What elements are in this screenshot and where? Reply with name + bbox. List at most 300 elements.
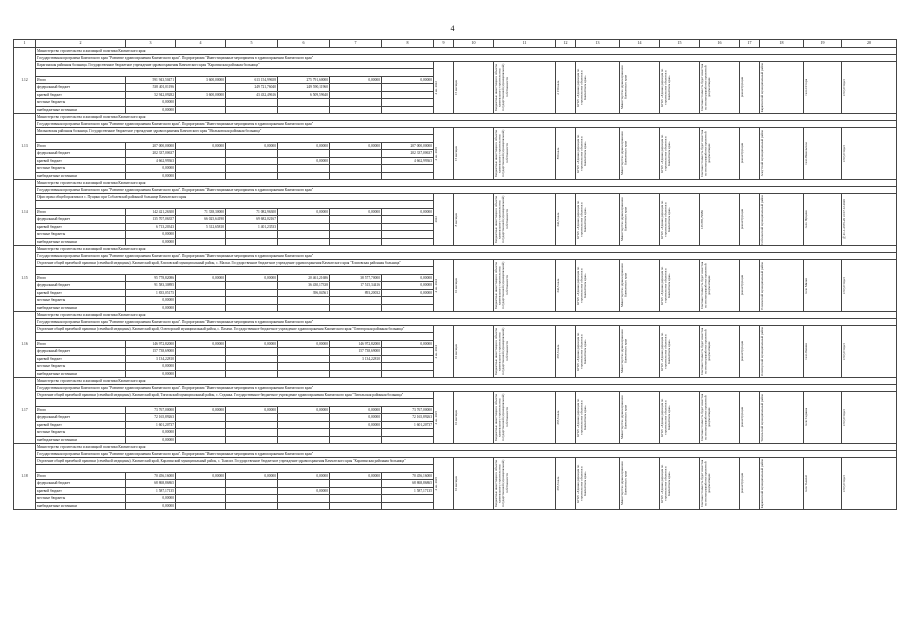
field-settlement bbox=[804, 194, 842, 246]
field-months-text: 10 месяцев bbox=[454, 277, 458, 293]
field-capacity-text: 342,5 кв.м. bbox=[556, 212, 560, 227]
finance-source-label: местные бюджеты bbox=[36, 429, 126, 437]
field-operator bbox=[660, 62, 700, 114]
finance-value bbox=[226, 150, 278, 158]
field-date-text: 4 кв. 2022 bbox=[434, 80, 438, 95]
field-district-text: Карагинский муниципальный район bbox=[760, 62, 764, 113]
object-row bbox=[14, 260, 897, 267]
finance-value: 0,00000 bbox=[126, 502, 176, 510]
finance-value: 0,00000 bbox=[278, 406, 330, 414]
program-name: Государственная программа Камчатского края "Развитие здравоохранения Камчатского края". Подпрограмма "Инвестиционные мероприятия в здравоохранении Камчатского края" bbox=[36, 451, 897, 458]
field-cost-note-text: Сметная стоимость будет известна по итогам разработки проектной документации bbox=[700, 459, 712, 508]
field-stage-text: реконструкция bbox=[740, 341, 744, 362]
field-grbs-text: Министерство здравоохранения Камчатского края bbox=[620, 461, 628, 506]
finance-value: 36 430,17338 bbox=[278, 282, 330, 290]
finance-value: 70 456,16000 bbox=[382, 472, 434, 480]
column-number: 15 bbox=[660, 40, 700, 48]
field-district bbox=[760, 194, 804, 246]
finance-value: 3 600,00000 bbox=[176, 91, 226, 99]
finance-value: 95 778,82086 bbox=[126, 274, 176, 282]
finance-value bbox=[226, 414, 278, 422]
column-number: 14 bbox=[620, 40, 660, 48]
finance-value: 275 791,60000 bbox=[278, 76, 330, 84]
field-status-text: №41-1-2676-20 от 07.12.2020 bbox=[842, 199, 846, 240]
finance-source-label: федеральный бюджет bbox=[36, 84, 126, 92]
finance-value: 0,00000 bbox=[176, 340, 226, 348]
field-cost-note bbox=[700, 260, 740, 312]
field-cost-note bbox=[700, 326, 740, 378]
finance-value: 69 682,02167 bbox=[226, 216, 278, 224]
finance-value: 0,00000 bbox=[126, 99, 176, 107]
field-settlement bbox=[804, 392, 842, 444]
finance-value: 71 082,96300 bbox=[226, 208, 278, 216]
field-status bbox=[842, 392, 897, 444]
finance-value: 0,00000 bbox=[176, 274, 226, 282]
field-settlement-text: село Седанка bbox=[804, 408, 808, 427]
row-number: 1.15 bbox=[14, 246, 36, 312]
field-stage bbox=[740, 128, 760, 180]
finance-value: 17 515,34416 bbox=[330, 282, 382, 290]
finance-source-label: федеральный бюджет bbox=[36, 348, 126, 356]
finance-value: 0,00000 bbox=[278, 157, 330, 165]
finance-value bbox=[382, 91, 434, 99]
field-date bbox=[434, 194, 454, 246]
field-stage-text: реконструкция bbox=[740, 473, 744, 494]
field-months bbox=[454, 326, 494, 378]
finance-source-label: краевой бюджет bbox=[36, 421, 126, 429]
finance-value bbox=[278, 502, 330, 510]
column-number: 20 bbox=[842, 40, 897, 48]
object-name: Отделение общей врачебной практики (семейной медицины). Камчатский край, Олюторский муниципальный район, с. Пахачи. Государственное бюджетное учреждение здравоохранения Камчатского края "Олюторская районная больница" bbox=[36, 326, 434, 333]
column-number: 19 bbox=[804, 40, 842, 48]
finance-value: 0,00000 bbox=[278, 472, 330, 480]
finance-source-label: федеральный бюджет bbox=[36, 282, 126, 290]
finance-value: 0,00000 bbox=[226, 406, 278, 414]
field-cost-note bbox=[700, 194, 740, 246]
program-row bbox=[14, 319, 897, 326]
row-number: 1.13 bbox=[14, 114, 36, 180]
field-purpose bbox=[494, 62, 556, 114]
finance-value bbox=[278, 297, 330, 305]
finance-value bbox=[382, 363, 434, 371]
object-spacer bbox=[36, 333, 434, 341]
field-grbs-text: Министерство здравоохранения Камчатского края bbox=[620, 263, 628, 308]
finance-value bbox=[382, 502, 434, 510]
ministry-row bbox=[14, 48, 897, 55]
finance-value bbox=[330, 91, 382, 99]
finance-value: 202 337,00637 bbox=[382, 150, 434, 158]
finance-value: 0,00000 bbox=[382, 289, 434, 297]
finance-value: 0,00000 bbox=[126, 436, 176, 444]
field-purpose-text: Бюджетные инвестиции в объекты капитального строительства государственной (муниципальной) собственности bbox=[494, 393, 509, 442]
program-row bbox=[14, 121, 897, 128]
finance-value bbox=[176, 231, 226, 239]
finance-source-label: краевой бюджет bbox=[36, 91, 126, 99]
finance-source-label: краевой бюджет bbox=[36, 223, 126, 231]
finance-value bbox=[382, 436, 434, 444]
finance-value bbox=[176, 363, 226, 371]
field-operator bbox=[660, 260, 700, 312]
object-name: Карагинская районная больница. Государственное бюджетное учреждение здравоохранения Камчатского края "Карагинская районная больница" bbox=[36, 62, 434, 69]
column-number: 4 bbox=[176, 40, 226, 48]
finance-source-label: местные бюджеты bbox=[36, 495, 126, 503]
finance-value: 249 590,11960 bbox=[278, 84, 330, 92]
finance-value bbox=[278, 480, 330, 488]
finance-value bbox=[176, 495, 226, 503]
finance-source-label: Итого bbox=[36, 142, 126, 150]
finance-value: 135 707,06357 bbox=[126, 216, 176, 224]
field-date bbox=[434, 392, 454, 444]
finance-value: 71 338,30000 bbox=[176, 208, 226, 216]
field-purpose-text: Бюджетные инвестиции в объекты капитального строительства государственной (муниципальной) собственности bbox=[494, 327, 509, 376]
field-grbs bbox=[620, 392, 660, 444]
finance-value: 142 421,26300 bbox=[126, 208, 176, 216]
finance-source-label: федеральный бюджет bbox=[36, 216, 126, 224]
finance-value bbox=[176, 150, 226, 158]
finance-value bbox=[330, 436, 382, 444]
finance-value bbox=[330, 370, 382, 378]
finance-value: 0,00000 bbox=[126, 429, 176, 437]
field-operator bbox=[660, 326, 700, 378]
field-grbs bbox=[620, 194, 660, 246]
field-capacity bbox=[556, 62, 576, 114]
ministry-row bbox=[14, 312, 897, 319]
program-row bbox=[14, 385, 897, 392]
finance-value bbox=[278, 429, 330, 437]
finance-value: 68 868,86865 bbox=[126, 480, 176, 488]
program-name: Государственная программа Камчатского края "Развитие здравоохранения Камчатского края". Подпрограмма "Инвестиционные мероприятия в здравоохранении Камчатского края" bbox=[36, 187, 897, 194]
field-date bbox=[434, 326, 454, 378]
field-district bbox=[760, 62, 804, 114]
field-purpose-text: Бюджетные инвестиции в объекты капитального строительства государственной (муниципальной) собственности bbox=[494, 459, 509, 508]
field-purpose-text: Бюджетные инвестиции в объекты капитального строительства государственной (муниципальной) собственности bbox=[494, 129, 509, 178]
finance-value: 1 587,17135 bbox=[382, 487, 434, 495]
field-status bbox=[842, 326, 897, 378]
finance-value: 38 577,70000 bbox=[330, 274, 382, 282]
field-settlement-text: село Пахачи bbox=[804, 343, 808, 360]
field-purpose-text: Бюджетные инвестиции в объекты капитального строительства государственной (муниципальной) собственности bbox=[494, 63, 509, 112]
finance-value bbox=[226, 421, 278, 429]
finance-source-label: внебюджетные источники bbox=[36, 238, 126, 246]
finance-source-label: местные бюджеты bbox=[36, 165, 126, 173]
field-operator bbox=[660, 392, 700, 444]
finance-value bbox=[226, 238, 278, 246]
field-settlement bbox=[804, 326, 842, 378]
finance-value bbox=[278, 172, 330, 180]
field-settlement-text: село Оссора bbox=[804, 79, 808, 96]
finance-value bbox=[330, 429, 382, 437]
finance-value: 202 337,00637 bbox=[126, 150, 176, 158]
finance-value: 43 432,49616 bbox=[226, 91, 278, 99]
field-operator bbox=[660, 458, 700, 510]
row-number: 1.14 bbox=[14, 180, 36, 246]
field-status bbox=[842, 62, 897, 114]
finance-source-label: внебюджетные источники bbox=[36, 172, 126, 180]
field-capacity bbox=[556, 128, 576, 180]
column-number: 16 bbox=[700, 40, 740, 48]
finance-value bbox=[176, 297, 226, 305]
field-operator-text: КГКУ «Единая дирекция по строительству объектов в Камчатском крае» bbox=[660, 68, 672, 107]
program-row bbox=[14, 253, 897, 260]
finance-value bbox=[176, 487, 226, 495]
field-cost-note bbox=[700, 62, 740, 114]
field-date-text: 4 кв. 2024 bbox=[434, 278, 438, 293]
object-spacer bbox=[36, 399, 434, 407]
finance-value: 73 767,00000 bbox=[382, 406, 434, 414]
field-grbs-text: Министерство здравоохранения Камчатского края bbox=[620, 131, 628, 176]
field-customer bbox=[576, 128, 620, 180]
column-number: 6 bbox=[278, 40, 330, 48]
finance-value bbox=[330, 297, 382, 305]
finance-value bbox=[226, 363, 278, 371]
field-operator-text: КГКУ «Единая дирекция по строительству объектов в Камчатском крае» bbox=[660, 134, 672, 173]
field-grbs-text: Министерство здравоохранения Камчатского края bbox=[620, 197, 628, 242]
field-customer bbox=[576, 62, 620, 114]
finance-value: 66 025,64190 bbox=[176, 216, 226, 224]
finance-value bbox=[176, 157, 226, 165]
finance-value: 0,00000 bbox=[382, 274, 434, 282]
ministry-name: Министерство строительства и жилищной политики Камчатского края bbox=[36, 180, 897, 187]
finance-source-label: Итого bbox=[36, 472, 126, 480]
finance-value bbox=[226, 370, 278, 378]
finance-value bbox=[278, 436, 330, 444]
field-capacity-text: 850 кв.м. bbox=[556, 147, 560, 160]
object-row bbox=[14, 392, 897, 399]
finance-value bbox=[330, 216, 382, 224]
finance-value: 157 738,69000 bbox=[330, 348, 382, 356]
finance-value bbox=[226, 304, 278, 312]
field-settlement bbox=[804, 260, 842, 312]
field-district bbox=[760, 458, 804, 510]
finance-source-label: местные бюджеты bbox=[36, 363, 126, 371]
field-stage bbox=[740, 194, 760, 246]
program-name: Государственная программа Камчатского края "Развитие здравоохранения Камчатского края". Подпрограмма "Инвестиционные мероприятия в здравоохранении Камчатского края" bbox=[36, 121, 897, 128]
column-number: 7 bbox=[330, 40, 382, 48]
object-spacer bbox=[36, 135, 434, 143]
finance-value bbox=[226, 436, 278, 444]
column-number: 2 bbox=[36, 40, 126, 48]
finance-value: 1 835,05175 bbox=[126, 289, 176, 297]
field-purpose bbox=[494, 260, 556, 312]
finance-value: 0,00000 bbox=[330, 406, 382, 414]
field-date bbox=[434, 62, 454, 114]
field-months bbox=[454, 260, 494, 312]
row-number: 1.12 bbox=[14, 48, 36, 114]
finance-value: 0,00000 bbox=[330, 472, 382, 480]
field-grbs-text: Министерство здравоохранения Камчатского края bbox=[620, 329, 628, 374]
field-district bbox=[760, 326, 804, 378]
finance-value bbox=[382, 99, 434, 107]
finance-value bbox=[330, 165, 382, 173]
column-number: 12 bbox=[556, 40, 576, 48]
finance-value bbox=[278, 238, 330, 246]
finance-value bbox=[382, 348, 434, 356]
field-operator-text: КГКУ «Единая дирекция по строительству объектов в Камчатском крае» bbox=[660, 332, 672, 371]
column-number: 8 bbox=[382, 40, 434, 48]
finance-value bbox=[278, 304, 330, 312]
object-name: Офис врача общей практики в с. Пущино при Соболевской районной больнице Камчатского края bbox=[36, 194, 434, 201]
field-customer-text: КГКУ «Единая дирекция по строительству объектов в Камчатском крае» bbox=[576, 200, 588, 239]
finance-value: 0,00000 bbox=[126, 231, 176, 239]
finance-value: 20 461,21686 bbox=[278, 274, 330, 282]
finance-value bbox=[226, 157, 278, 165]
finance-source-label: внебюджетные источники bbox=[36, 304, 126, 312]
finance-value bbox=[330, 304, 382, 312]
field-grbs bbox=[620, 326, 660, 378]
ministry-row bbox=[14, 444, 897, 451]
finance-value bbox=[278, 355, 330, 363]
finance-value: 157 738,69000 bbox=[126, 348, 176, 356]
object-spacer bbox=[36, 201, 434, 209]
finance-source-label: федеральный бюджет bbox=[36, 150, 126, 158]
finance-value bbox=[226, 502, 278, 510]
finance-value: 3 600,00000 bbox=[176, 76, 226, 84]
field-date-text: 4 кв. 2026 bbox=[434, 476, 438, 491]
finance-value bbox=[382, 106, 434, 114]
field-status-text: Отсутствует bbox=[842, 343, 846, 360]
field-cost-note-text: Сметная стоимость будет известна по итогам разработки проектной документации bbox=[700, 129, 712, 178]
field-grbs bbox=[620, 458, 660, 510]
field-date-text: 2022 bbox=[434, 216, 438, 223]
finance-value bbox=[382, 495, 434, 503]
field-district bbox=[760, 392, 804, 444]
finance-value bbox=[176, 436, 226, 444]
finance-value bbox=[226, 487, 278, 495]
finance-source-label: внебюджетные источники bbox=[36, 502, 126, 510]
field-stage-text: реконструкция bbox=[740, 275, 744, 296]
finance-value: 73 767,00000 bbox=[126, 406, 176, 414]
finance-value: 0,00000 bbox=[126, 165, 176, 173]
finance-value: 6 509,59640 bbox=[278, 91, 330, 99]
finance-value bbox=[382, 429, 434, 437]
field-cost-note-text: 136 885,79980 bbox=[700, 209, 704, 230]
field-stage-text: реконструкция bbox=[740, 209, 744, 230]
program-row bbox=[14, 187, 897, 194]
field-grbs bbox=[620, 260, 660, 312]
finance-value: 72 165,89263 bbox=[126, 414, 176, 422]
field-settlement-text: село Тымлат bbox=[804, 474, 808, 493]
field-months bbox=[454, 458, 494, 510]
ministry-name: Министерство строительства и жилищной политики Камчатского края bbox=[36, 378, 897, 385]
finance-value: 207 000,00000 bbox=[126, 142, 176, 150]
column-number: 13 bbox=[576, 40, 620, 48]
finance-source-label: Итого bbox=[36, 274, 126, 282]
finance-value: 91 583,30895 bbox=[126, 282, 176, 290]
finance-value: 6 713,20343 bbox=[126, 223, 176, 231]
field-customer bbox=[576, 392, 620, 444]
field-purpose bbox=[494, 128, 556, 180]
field-capacity-text: 367,6 кв.м. bbox=[556, 410, 560, 425]
finance-value bbox=[278, 363, 330, 371]
field-status-text: Отсутствует bbox=[842, 277, 846, 294]
finance-value: 0,00000 bbox=[126, 363, 176, 371]
ministry-row bbox=[14, 246, 897, 253]
program-name: Государственная программа Камчатского края "Развитие здравоохранения Камчатского края". Подпрограмма "Инвестиционные мероприятия в здравоохранении Камчатского края" bbox=[36, 319, 897, 326]
field-months-text: 8 месяцев bbox=[454, 212, 458, 227]
finance-value bbox=[330, 150, 382, 158]
field-capacity bbox=[556, 326, 576, 378]
field-operator bbox=[660, 128, 700, 180]
column-number: 3 bbox=[126, 40, 176, 48]
finance-value bbox=[382, 238, 434, 246]
finance-value bbox=[226, 429, 278, 437]
finance-value: 0,00000 bbox=[330, 421, 382, 429]
finance-value: 0,00000 bbox=[330, 414, 382, 422]
ministry-name: Министерство строительства и жилищной политики Камчатского края bbox=[36, 114, 897, 121]
field-capacity-text: 342,5 кв.м. bbox=[556, 278, 560, 293]
row-number: 1.17 bbox=[14, 378, 36, 444]
field-months-text: 10 месяцев bbox=[454, 409, 458, 425]
finance-source-label: местные бюджеты bbox=[36, 99, 126, 107]
field-grbs bbox=[620, 62, 660, 114]
object-row bbox=[14, 194, 897, 201]
field-district-text: Соболевский муниципальный район bbox=[760, 194, 764, 245]
finance-value bbox=[382, 84, 434, 92]
field-stage-text: реконструкция bbox=[740, 77, 744, 98]
field-operator bbox=[660, 194, 700, 246]
finance-value: 0,00000 bbox=[226, 142, 278, 150]
column-number: 17 bbox=[740, 40, 760, 48]
field-settlement bbox=[804, 458, 842, 510]
finance-value bbox=[176, 289, 226, 297]
field-status bbox=[842, 458, 897, 510]
field-purpose bbox=[494, 194, 556, 246]
finance-value bbox=[226, 172, 278, 180]
field-status-text: Отсутствует bbox=[842, 409, 846, 426]
column-number: 1 bbox=[14, 40, 36, 48]
finance-source-label: федеральный бюджет bbox=[36, 414, 126, 422]
finance-value: 0,00000 bbox=[278, 340, 330, 348]
finance-value: 1 401,23533 bbox=[226, 223, 278, 231]
column-number: 18 bbox=[760, 40, 804, 48]
finance-value: 0,00000 bbox=[126, 238, 176, 246]
finance-value bbox=[278, 165, 330, 173]
finance-value bbox=[226, 348, 278, 356]
finance-value bbox=[176, 106, 226, 114]
finance-value bbox=[278, 414, 330, 422]
field-capacity bbox=[556, 260, 576, 312]
page-number: 4 bbox=[450, 24, 455, 33]
finance-value: 0,00000 bbox=[126, 172, 176, 180]
finance-value: 4 662,99363 bbox=[382, 157, 434, 165]
field-capacity-text: 367,6 кв.м. bbox=[556, 344, 560, 359]
finance-value bbox=[176, 172, 226, 180]
field-customer bbox=[576, 458, 620, 510]
field-cost-note bbox=[700, 128, 740, 180]
field-customer bbox=[576, 326, 620, 378]
program-name: Государственная программа Камчатского края "Развитие здравоохранения Камчатского края". Подпрограмма "Инвестиционные мероприятия в здравоохранении Камчатского края" bbox=[36, 55, 897, 62]
object-row bbox=[14, 128, 897, 135]
field-status bbox=[842, 128, 897, 180]
finance-value: 0,00000 bbox=[382, 282, 434, 290]
finance-value bbox=[226, 106, 278, 114]
field-settlement bbox=[804, 128, 842, 180]
field-stage-text: реконструкция bbox=[740, 143, 744, 164]
field-district-text: Карагинский муниципальный район bbox=[760, 458, 764, 509]
finance-value bbox=[382, 165, 434, 173]
finance-value: 0,00000 bbox=[226, 472, 278, 480]
finance-source-label: внебюджетные источники bbox=[36, 436, 126, 444]
ministry-row bbox=[14, 378, 897, 385]
finance-value: 0,00000 bbox=[126, 304, 176, 312]
field-stage bbox=[740, 260, 760, 312]
field-status-text: Отсутствует bbox=[842, 145, 846, 162]
finance-value: 613 154,99658 bbox=[226, 76, 278, 84]
ministry-name: Министерство строительства и жилищной политики Камчатского края bbox=[36, 312, 897, 319]
column-number: 9 bbox=[434, 40, 454, 48]
finance-value: 4 662,99363 bbox=[126, 157, 176, 165]
object-spacer bbox=[36, 465, 434, 473]
